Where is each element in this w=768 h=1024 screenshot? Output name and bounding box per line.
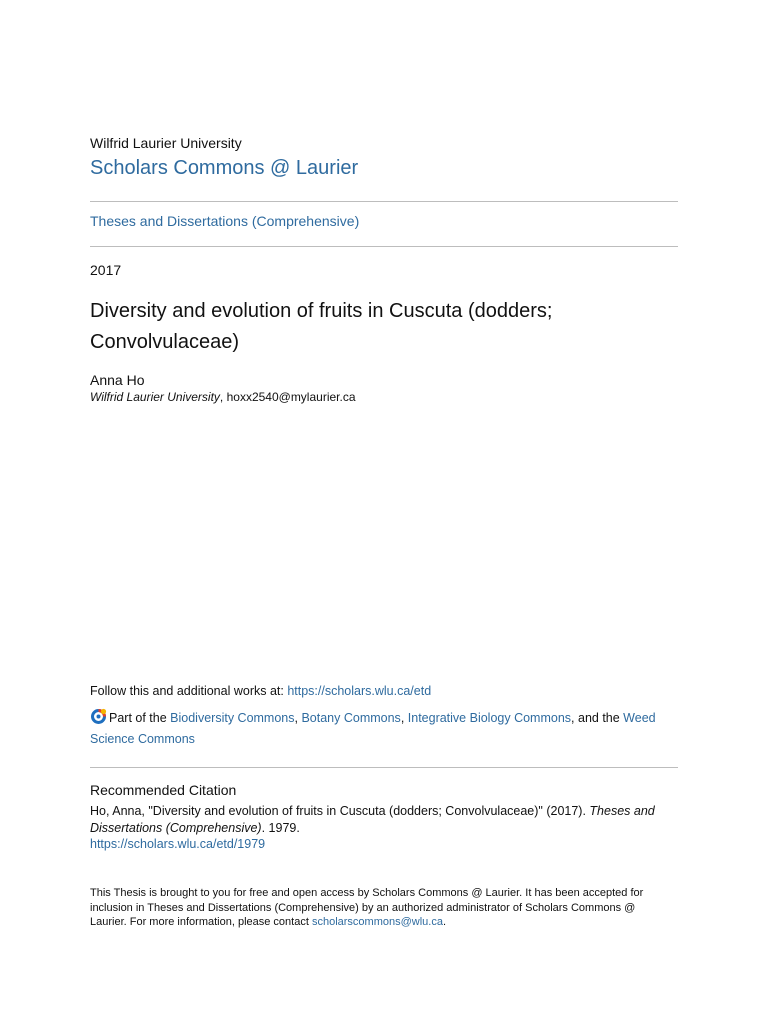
integrative-biology-commons-link[interactable]: Integrative Biology Commons [407,711,572,725]
access-notice [90,886,670,930]
part-of-line [90,708,670,750]
access-notice-text: This Thesis is brought to you for free and open access by Scholars Commons @ Laurier. It has been accepted for inclusion in Theses and Dissertations (Comprehensive) by an authorized administrator of Scholars Commons @ Laurier. For more information, please contact [90,887,644,928]
repository-link[interactable]: Scholars Commons @ Laurier [90,157,359,179]
part-of-prefix: Part of the [109,711,171,725]
document-title: Diversity and evolution of fruits in Cuscuta (dodders; Convolvulaceae) [90,300,553,353]
series-link[interactable]: Theses and Dissertations (Comprehensive) [90,213,360,229]
follow-line [90,684,431,698]
citation-series: Theses and Dissertations (Comprehensive) [90,804,655,835]
follow-url-link[interactable]: https://scholars.wlu.ca/etd [287,684,432,698]
citation-url-link[interactable]: https://scholars.wlu.ca/etd/1979 [90,837,266,851]
author-name: Anna Ho [90,372,145,388]
divider [90,767,678,768]
separator: , [400,711,408,725]
citation-plain: Ho, Anna, "Diversity and evolution of fruits in Cuscuta (dodders; Convolvulaceae)" (2017). [90,804,590,818]
institution-name: Wilfrid Laurier University [90,135,242,151]
affiliation-email: , hoxx2540@mylaurier.ca [219,390,356,404]
divider [90,201,678,202]
separator: , and the [571,711,624,725]
biodiversity-commons-link[interactable]: Biodiversity Commons [170,711,295,725]
citation-tail: . 1979. [261,821,300,835]
access-notice-end: . [442,916,447,928]
botany-commons-link[interactable]: Botany Commons [301,711,401,725]
citation-heading: Recommended Citation [90,782,237,798]
publication-year: 2017 [90,262,122,278]
weed-science-commons-link[interactable]: Weed Science Commons [90,711,656,746]
affiliation-institution: Wilfrid Laurier University [90,390,220,404]
network-commons-icon [90,708,107,725]
separator: , [294,711,302,725]
citation-text [90,803,670,837]
author-affiliation [90,390,356,404]
contact-email-link[interactable]: scholarscommons@wlu.ca [311,916,443,928]
divider [90,246,678,247]
follow-label: Follow this and additional works at: [90,684,288,698]
